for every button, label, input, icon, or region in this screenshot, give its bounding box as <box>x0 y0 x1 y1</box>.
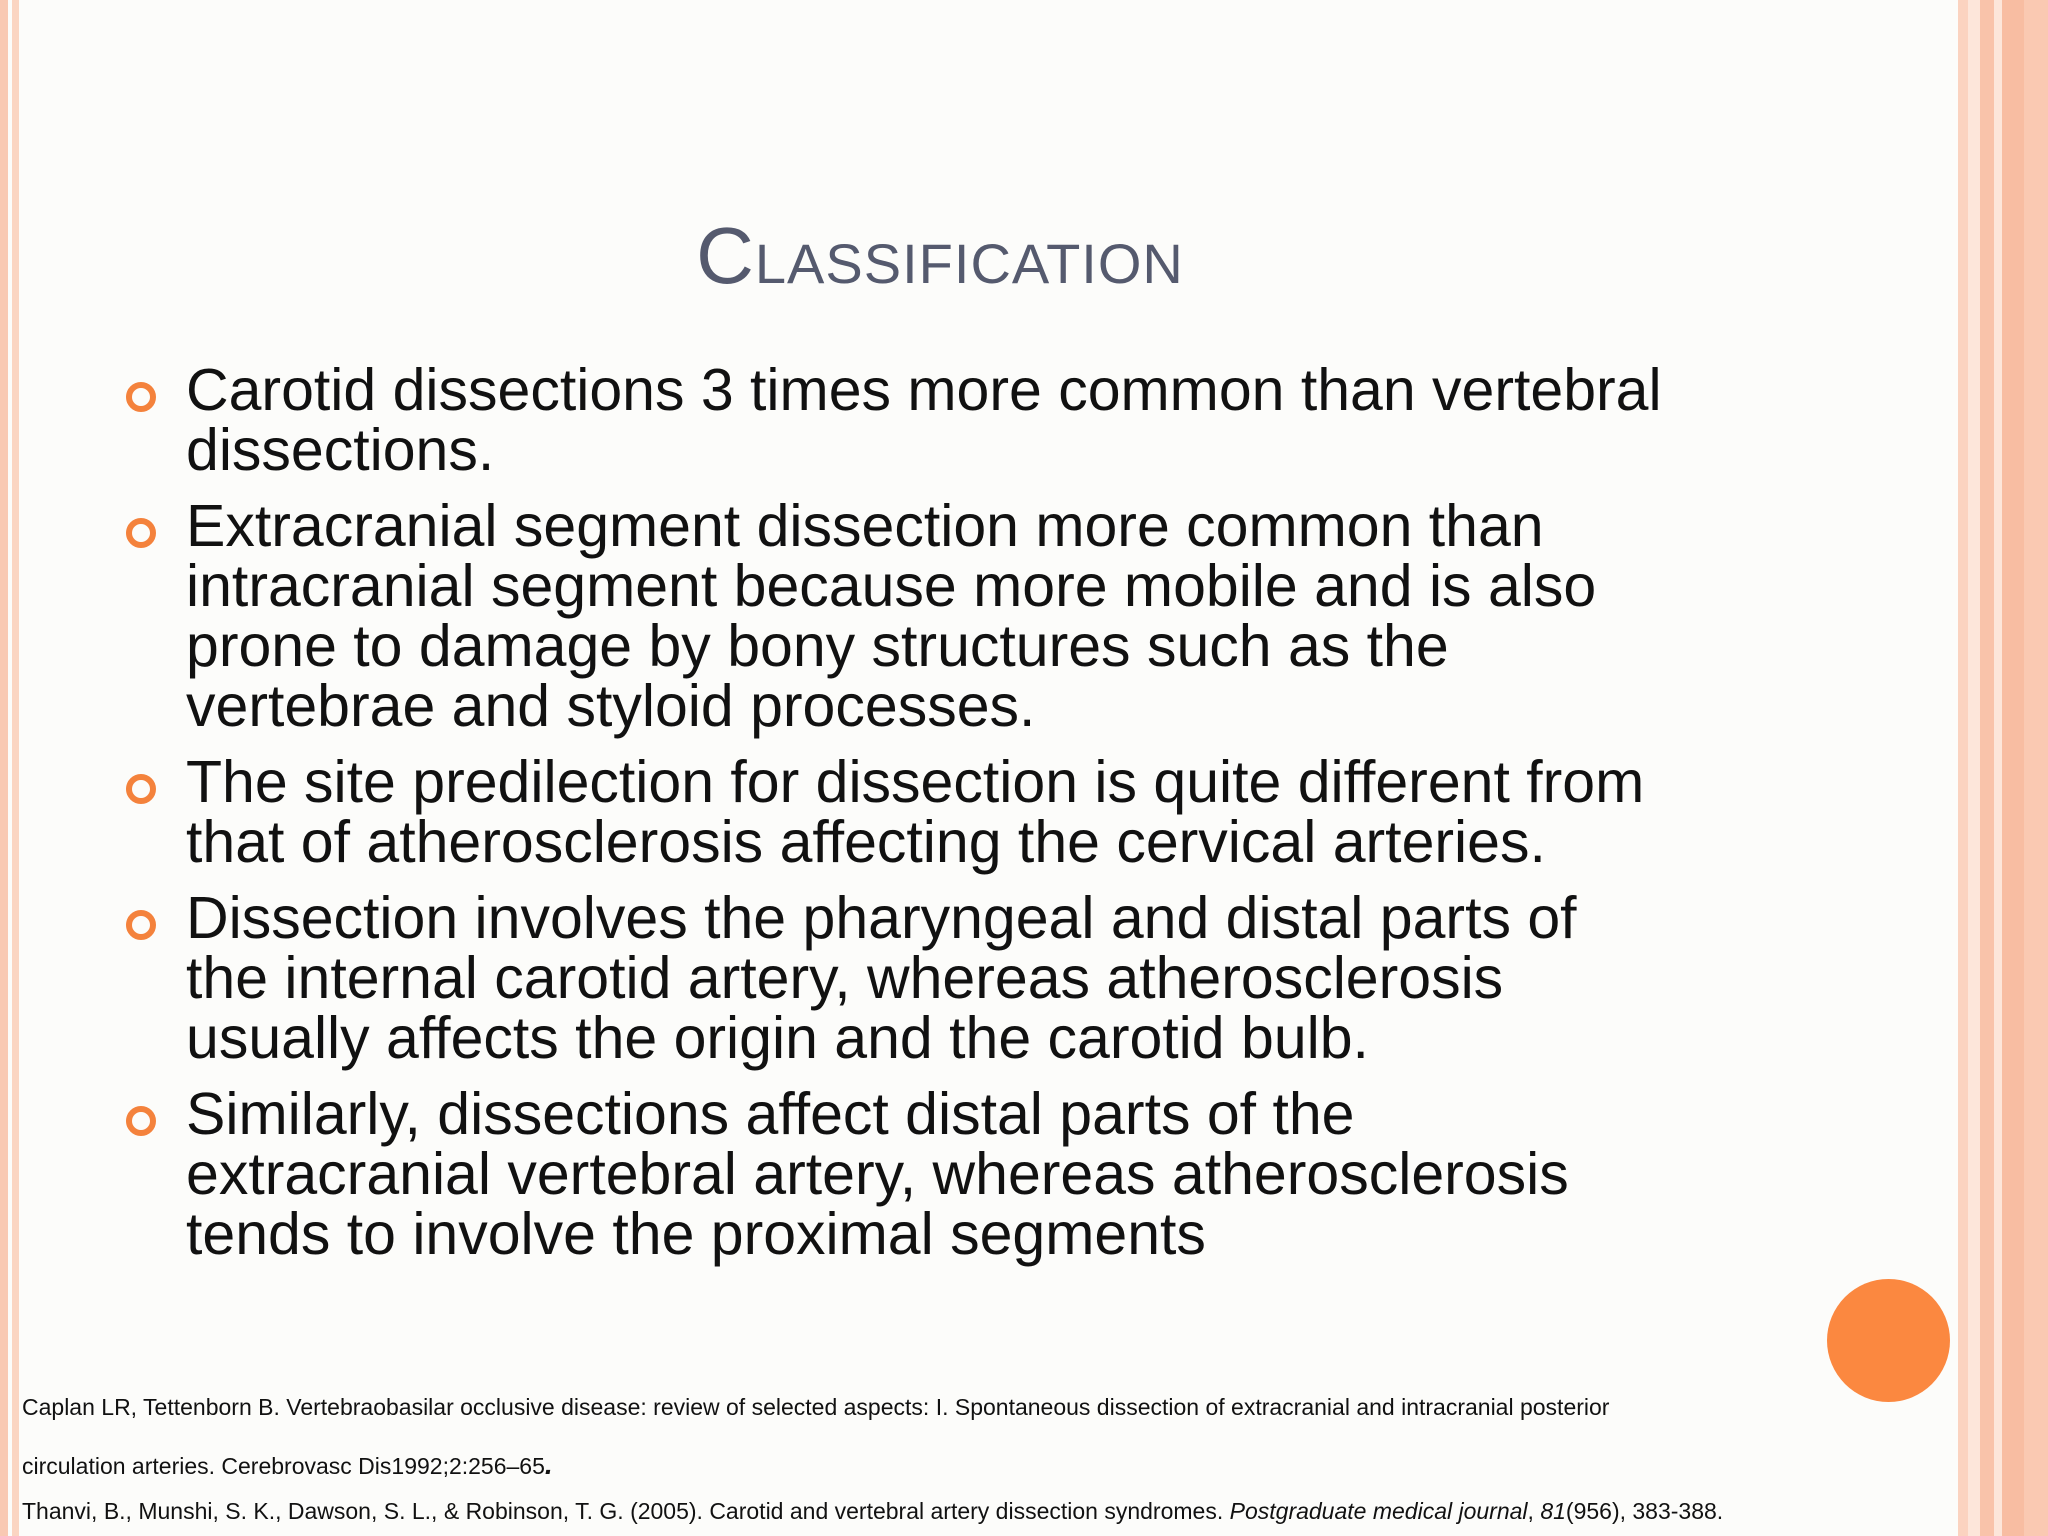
bullet-circle-icon <box>126 382 156 412</box>
reference-2-sep: , <box>1527 1498 1541 1524</box>
reference-2-authors: Thanvi, B., Munshi, S. K., Dawson, S. L., & Robinson, T. G. (2005). Carotid and vertebral artery dissection syndromes. <box>22 1498 1230 1524</box>
reference-1-line-1: Caplan LR, Tettenborn B. Vertebraobasilar occlusive disease: review of selected aspects: I. Spontaneous dissection of extracranial and intracranial posterior <box>22 1394 1610 1420</box>
bullet-item <box>120 885 1820 1071</box>
bullet-line: Similarly, dissections affect distal parts of the <box>186 1081 1355 1147</box>
decorative-circle-icon <box>1827 1279 1950 1402</box>
slide-title <box>0 210 1880 302</box>
bullet-line: extracranial vertebral artery, whereas atherosclerosis <box>186 1141 1569 1207</box>
bullet-item <box>120 493 1820 739</box>
reference-2-rest: (956), 383-388. <box>1565 1498 1724 1524</box>
bullet-line: tends to involve the proximal segments <box>186 1201 1206 1267</box>
bullet-line: that of atherosclerosis affecting the cervical arteries. <box>186 809 1546 875</box>
bullet-line: vertebrae and styloid processes. <box>186 673 1036 739</box>
reference-1-line-2 <box>22 1449 553 1481</box>
bullet-item <box>120 749 1820 875</box>
bullet-line: Dissection involves the pharyngeal and distal parts of <box>186 885 1577 951</box>
bullet-list <box>120 357 1820 1280</box>
bullet-line: Extracranial segment dissection more common than <box>186 493 1544 559</box>
bullet-line: Carotid dissections 3 times more common than vertebral <box>186 357 1662 423</box>
bullet-circle-icon <box>126 910 156 940</box>
reference-1-end: . <box>544 1449 553 1480</box>
bullet-circle-icon <box>126 1106 156 1136</box>
bullet-line: The site predilection for dissection is quite different from <box>186 749 1645 815</box>
right-border-stripe-1 <box>1958 0 1968 1536</box>
reference-2 <box>22 1498 1723 1525</box>
bullet-item <box>120 1081 1820 1267</box>
slide-title-text: Classification <box>696 211 1184 300</box>
reference-1-text: circulation arteries. Cerebrovasc Dis1992;2:256–65 <box>22 1453 545 1479</box>
right-border-stripe-2 <box>1968 0 1980 1536</box>
bullet-line: usually affects the origin and the carotid bulb. <box>186 1005 1369 1071</box>
bullet-circle-icon <box>126 774 156 804</box>
right-border-stripe-5 <box>2002 0 2024 1536</box>
bullet-line: prone to damage by bony structures such as the <box>186 613 1449 679</box>
bullet-line: dissections. <box>186 417 495 483</box>
bullet-line: the internal carotid artery, whereas atherosclerosis <box>186 945 1504 1011</box>
bullet-item <box>120 357 1820 483</box>
reference-2-journal: Postgraduate medical journal <box>1229 1498 1528 1524</box>
reference-2-volume: 81 <box>1540 1498 1566 1524</box>
right-border-stripe-4 <box>1994 0 2002 1536</box>
right-border-stripe-3 <box>1980 0 1994 1536</box>
right-border-stripe-6 <box>2024 0 2048 1536</box>
bullet-circle-icon <box>126 518 156 548</box>
bullet-line: intracranial segment because more mobile and is also <box>186 553 1597 619</box>
